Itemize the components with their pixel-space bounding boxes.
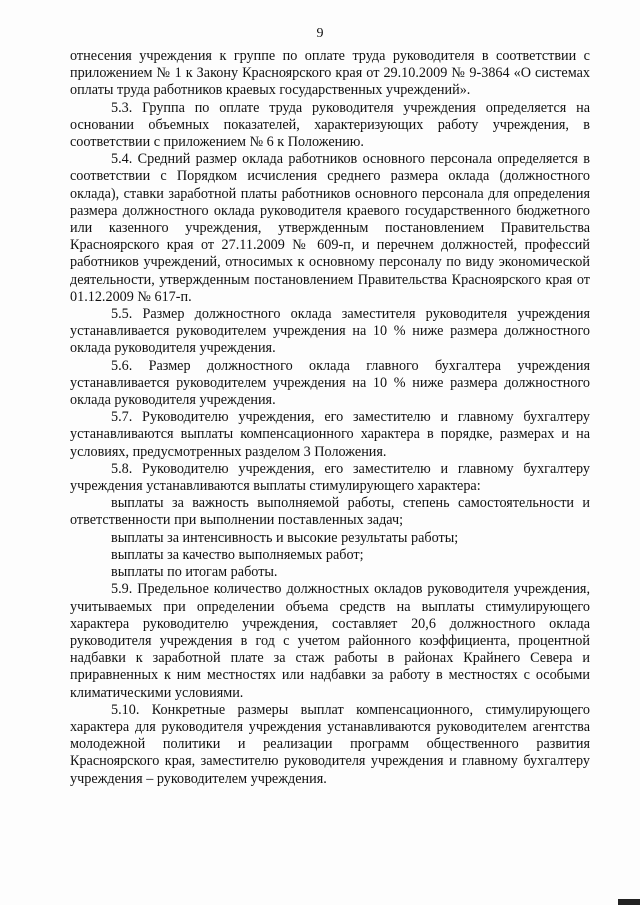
list-item: выплаты за интенсивность и высокие результаты работы;: [111, 529, 459, 546]
list-item: выплаты по итогам работы.: [111, 564, 278, 581]
paragraph-5-8: 5.8. Руководителю учреждения, его заместителю и главному бухгалтеру учреждения устанавливаются выплаты стимулирующего характера:: [70, 460, 590, 495]
document-body: [70, 48, 590, 788]
scan-edge-mark: [618, 899, 640, 905]
paragraph-5-9: 5.9. Предельное количество должностных окладов руководителя учреждения, учитываемых при определении объема средств на выплаты стимулирующего характера руководителю учреждения, составляет 20,6 должностного оклада руководителя учреждения в год с учетом районного коэффициента, процентной надбавки к заработной плате за стаж работы в районах Крайнего Севера и приравненных к ним местностях или надбавки за работу в местностях с особыми климатическими условиями.: [70, 581, 590, 701]
paragraph-5-4: 5.4. Средний размер оклада работников основного персонала определяется в соответствии с Порядком исчисления среднего размера оклада (должностного оклада), ставки заработной платы работников основного персонала для определения размера должностного оклада руководителя краевого государственного бюджетного или казенного учреждения, утвержденным постановлением Правительства Красноярского края от 27.11.2009 № 609-п, и перечнем должностей, профессий работников учреждений, относимых к основному персоналу по виду экономической деятельности, утвержденным постановлением Правительства Красноярского края от 01.12.2009 № 617-п.: [70, 151, 590, 305]
page-number: 9: [316, 26, 324, 41]
list-item: выплаты за качество выполняемых работ;: [111, 546, 364, 563]
paragraph-5-5: 5.5. Размер должностного оклада заместителя руководителя учреждения устанавливается руководителем учреждения на 10 % ниже размера должностного оклада руководителя учреждения.: [70, 306, 590, 357]
paragraph-5-7: 5.7. Руководителю учреждения, его заместителю и главному бухгалтеру устанавливаются выплаты компенсационного характера в порядке, размерах и на условиях, предусмотренных разделом 3 Положения.: [70, 409, 590, 460]
list-item: выплаты за важность выполняемой работы, степень самостоятельности и ответственности при выполнении поставленных задач;: [70, 495, 590, 529]
paragraph-5-3: 5.3. Группа по оплате труда руководителя учреждения определяется на основании объемных показателей, характеризующих работу учреждения, в соответствии с приложением № 6 к Положению.: [70, 99, 590, 151]
paragraph-5-10: 5.10. Конкретные размеры выплат компенсационного, стимулирующего характера для руководителя учреждения устанавливаются руководителем агентства молодежной политики и реализации программ общественного развития Красноярского края, заместителю руководителя учреждения и главному бухгалтеру учреждения – руководителем учреждения.: [70, 701, 590, 787]
paragraph-5-6: 5.6. Размер должностного оклада главного бухгалтера учреждения устанавливается руководителем учреждения на 10 % ниже размера должностного оклада руководителя учреждения.: [70, 357, 590, 409]
paragraph-continuation: отнесения учреждения к группе по оплате труда руководителя в соответствии с приложением № 1 к Закону Красноярского края от 29.10.2009 № 9-3864 «О системах оплаты труда работников краевых государственных учреждений».: [70, 48, 590, 99]
